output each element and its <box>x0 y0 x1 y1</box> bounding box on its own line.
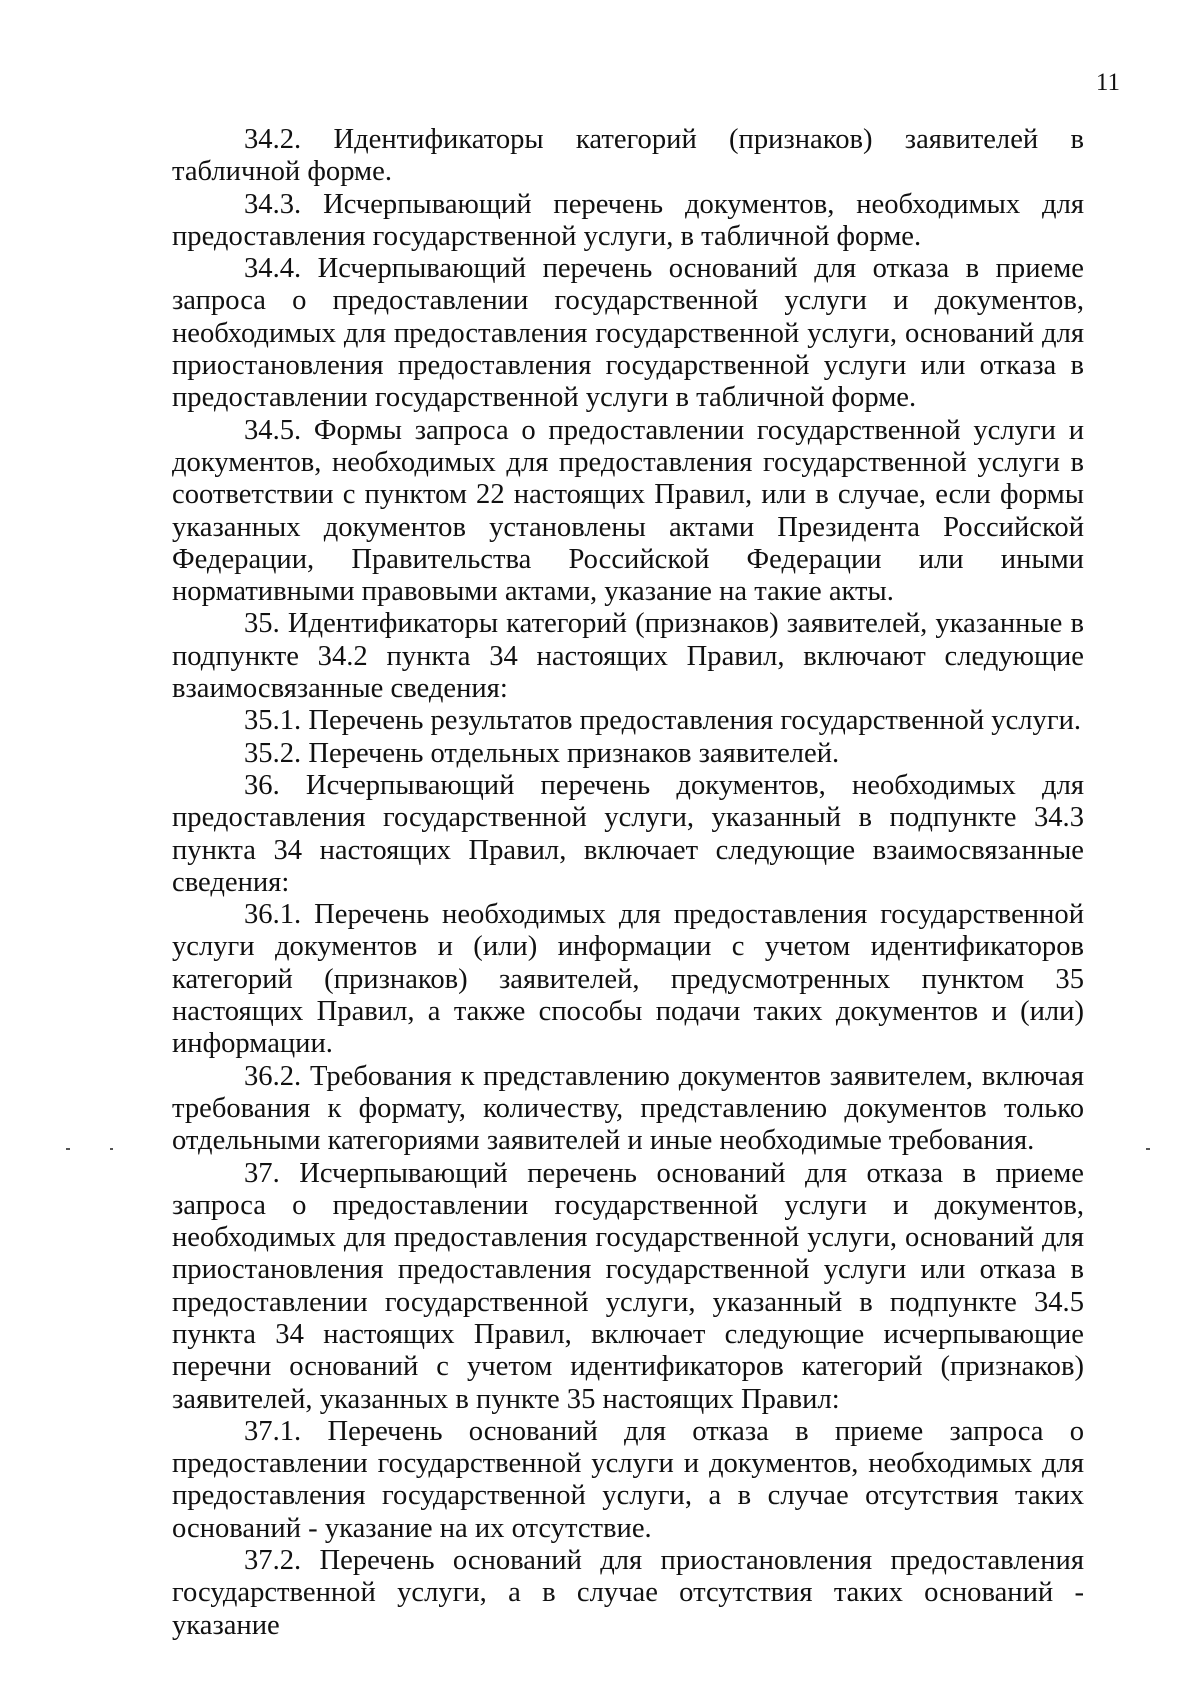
paragraph-36: 36. Исчерпывающий перечень документов, необходимых для предоставления государственной услуги, указанный в подпункте 34.3 пункта 34 настоящих Правил, включает следующие взаимосвязанные сведения: <box>172 769 1084 898</box>
paragraph-37-2: 37.2. Перечень оснований для приостановления предоставления государственной услуги, а в случае отсутствия таких оснований - указание <box>172 1545 1084 1641</box>
page-number: 11 <box>1095 69 1120 96</box>
paragraph-37: 37. Исчерпывающий перечень оснований для отказа в приеме запроса о предоставлении государственной услуги и документов, необходимых для предоставления государственной услуги, оснований для приостановления предоставления государственной услуги или отказа в предоставлении государственной услуги, указанный в подпункте 34.5 пункта 34 настоящих Правил, включает следующие исчерпывающие перечни оснований с учетом идентификаторов категорий (признаков) заявителей, указанных в пункте 35 настоящих Правил: <box>172 1157 1084 1415</box>
paragraph-35-1: 35.1. Перечень результатов предоставления государственной услуги. <box>244 705 1082 737</box>
paragraph-34-4: 34.4. Исчерпывающий перечень оснований для отказа в приеме запроса о предоставлении государственной услуги и документов, необходимых для предоставления государственной услуги, оснований для приостановления предоставления государственной услуги или отказа в предоставлении государственной услуги в табличной форме. <box>172 253 1084 414</box>
scan-mark <box>1146 1148 1150 1150</box>
scan-mark <box>110 1148 113 1150</box>
document-body <box>172 124 1084 1642</box>
paragraph-34-2: 34.2. Идентификаторы категорий (признаков) заявителей в табличной форме. <box>172 124 1084 188</box>
paragraph-35: 35. Идентификаторы категорий (признаков) заявителей, указанные в подпункте 34.2 пункта 34 настоящих Правил, включают следующие взаимосвязанные сведения: <box>172 608 1084 705</box>
scan-mark <box>66 1148 70 1150</box>
paragraph-34-3: 34.3. Исчерпывающий перечень документов, необходимых для предоставления государственной услуги, в табличной форме. <box>172 188 1084 252</box>
paragraph-36-2: 36.2. Требования к представлению документов заявителем, включая требования к формату, количеству, представлению документов только отдельными категориями заявителей и иные необходимые требования. <box>172 1060 1084 1157</box>
paragraph-36-1: 36.1. Перечень необходимых для предоставления государственной услуги документов и (или) информации с учетом идентификаторов категорий (признаков) заявителей, предусмотренных пунктом 35 настоящих Правил, а также способы подачи таких документов и (или) информации. <box>172 899 1084 1060</box>
paragraph-35-2: 35.2. Перечень отдельных признаков заявителей. <box>244 737 840 769</box>
paragraph-34-5: 34.5. Формы запроса о предоставлении государственной услуги и документов, необходимых для предоставления государственной услуги в соответствии с пунктом 22 настоящих Правил, или в случае, если формы указанных документов установлены актами Президента Российской Федерации, Правительства Российской Федерации или иными нормативными правовыми актами, указание на такие акты. <box>172 414 1084 608</box>
paragraph-37-1: 37.1. Перечень оснований для отказа в приеме запроса о предоставлении государственной услуги и документов, необходимых для предоставления государственной услуги, а в случае отсутствия таких оснований - указание на их отсутствие. <box>172 1415 1084 1544</box>
